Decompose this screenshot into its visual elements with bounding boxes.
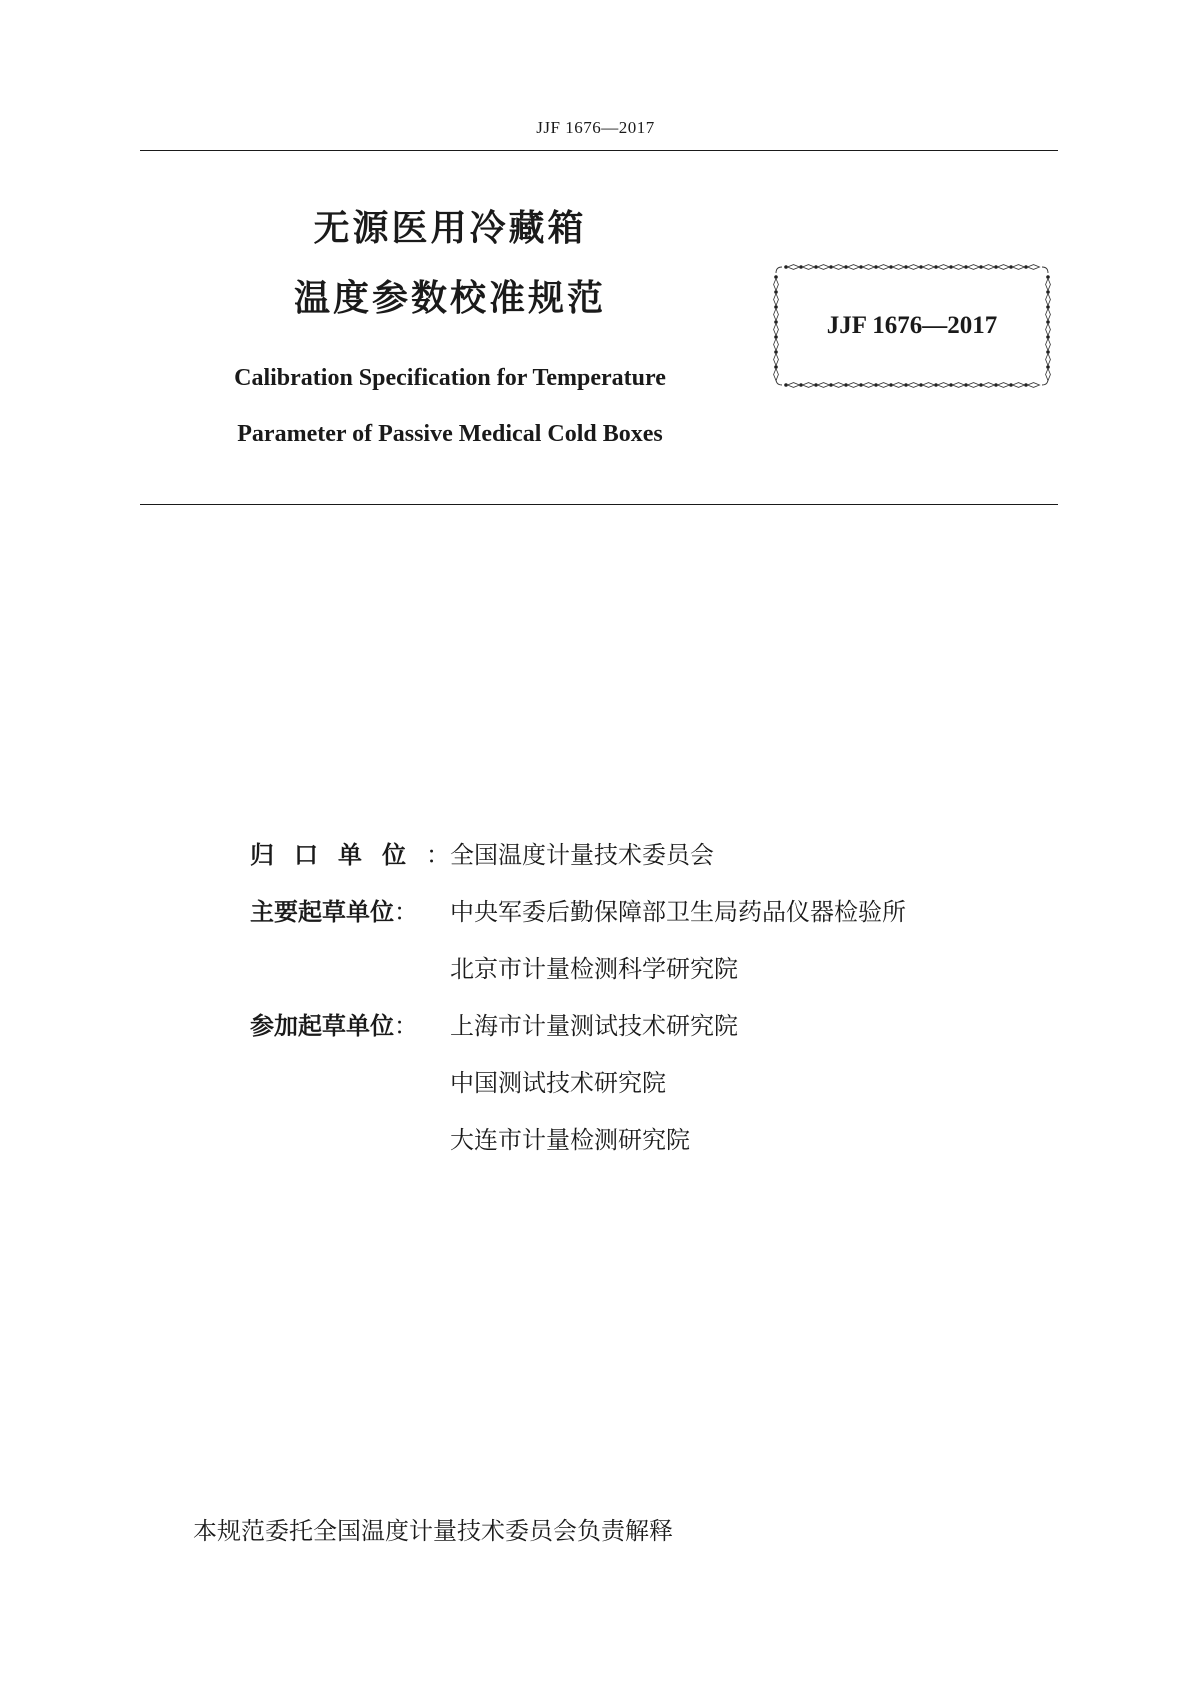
title-cn-line1: 无源医用冷藏箱 [313,208,587,249]
participating-unit-row-continued [250,1109,1050,1166]
drafting-units [250,824,1050,1166]
main-drafting-unit-value: 中央军委后勤保障部卫生局药品仪器检验所 [450,898,906,926]
participating-unit-row [250,995,1050,1052]
standard-code-box [772,263,1052,389]
responsible-unit-label-text: 归口单位 [250,841,426,869]
participating-unit-value: 大连市计量检测研究院 [450,1126,690,1154]
running-header-code: JJF 1676—2017 [536,118,655,137]
main-drafting-unit-label-text: 主要起草单位 [250,898,394,926]
title-block [150,205,750,449]
responsible-unit-row [250,824,1050,881]
title-en-line1: Calibration Specification for Temperature [234,365,666,391]
label-colon: ： [426,841,450,869]
participating-unit-row-continued [250,1052,1050,1109]
title-rule [140,504,1058,505]
responsible-unit-label [250,835,450,870]
label-colon: ： [394,1012,418,1040]
main-drafting-unit-row-continued [250,938,1050,995]
main-drafting-unit-label [250,892,450,927]
participating-unit-label [250,1006,450,1041]
header-rule [140,150,1058,151]
standard-code: JJF 1676—2017 [826,312,998,339]
participating-unit-value: 上海市计量测试技术研究院 [450,1012,738,1040]
title-en-line2: Parameter of Passive Medical Cold Boxes [237,421,663,447]
participating-unit-label-text: 参加起草单位 [250,1012,394,1040]
main-drafting-unit-value: 北京市计量检测科学研究院 [450,955,738,983]
responsible-unit-value: 全国温度计量技术委员会 [450,841,714,869]
interpretation-note: 本规范委托全国温度计量技术委员会负责解释 [193,1517,673,1545]
participating-unit-value: 中国测试技术研究院 [450,1069,666,1097]
title-cn-line2: 温度参数校准规范 [293,278,606,319]
label-colon: ： [394,898,418,926]
main-drafting-unit-row [250,881,1050,938]
